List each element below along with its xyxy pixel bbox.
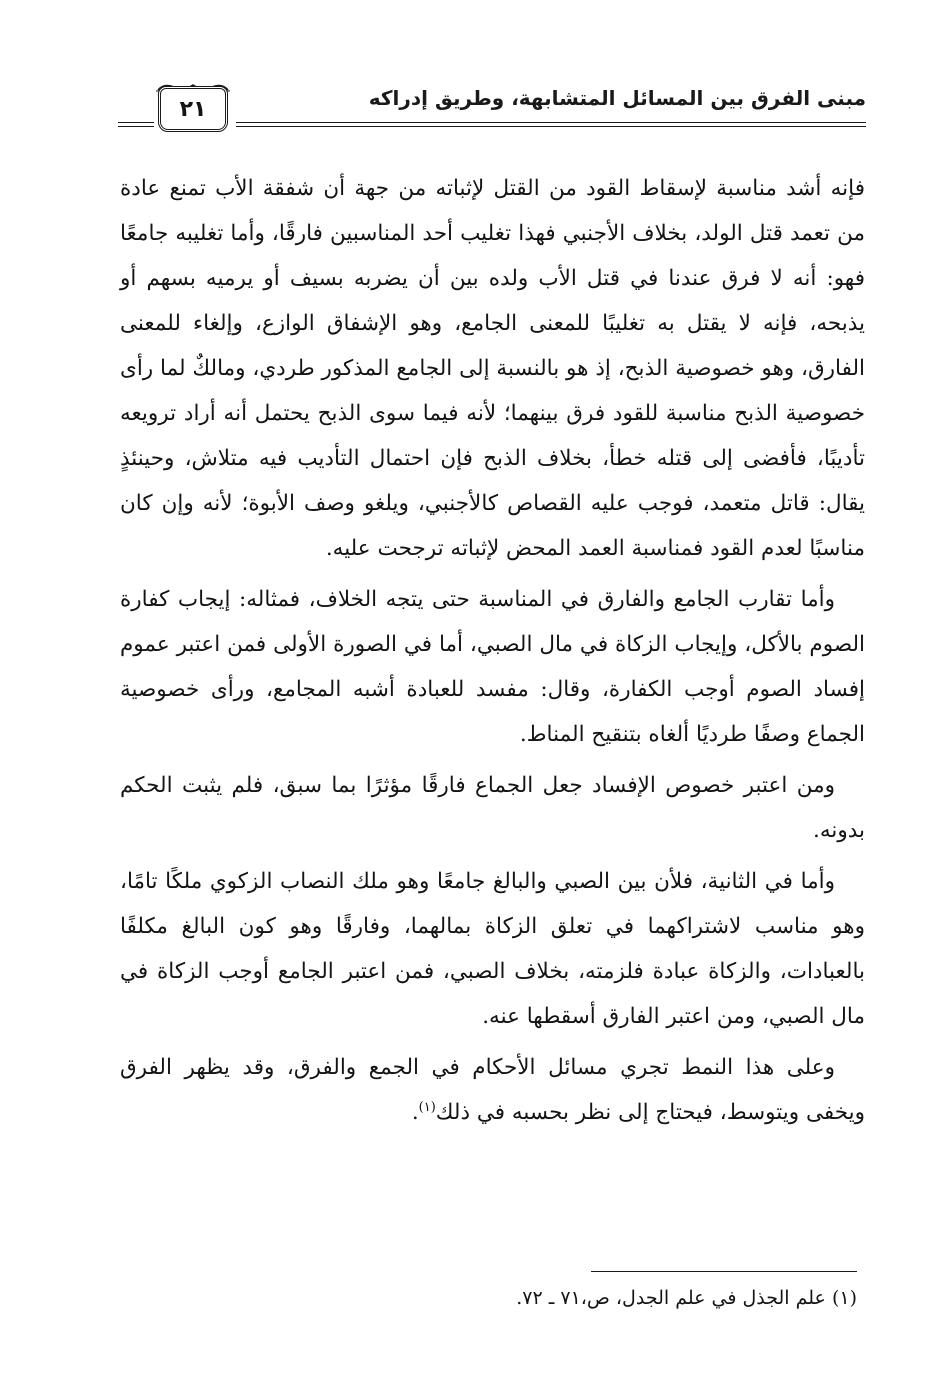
paragraph-3: ومن اعتبر خصوص الإفساد جعل الجماع فارقًا مؤثرًا بما سبق، فلم يثبت الحكم بدونه. [120,773,865,843]
footnote-separator [591,1271,857,1272]
footnote: (١) علم الجذل في علم الجدل، ص،٧١ ـ ٧٢. [516,1287,857,1309]
paragraph-5-text: وعلى هذا النمط تجري مسائل الأحكام في الجمع والفرق، وقد يظهر الفرق ويخفى ويتوسط، فيحتاج إلى نظر بحسبه في ذلك [120,1055,865,1125]
header-rule-left [118,122,154,127]
paragraph-5-end: . [411,1100,419,1125]
running-header [118,82,866,142]
running-title: مبنى الفرق بين المسائل المتشابهة، وطريق إدراكه [368,86,866,110]
main-text [120,166,865,1135]
paragraph-2: وأما تقارب الجامع والفارق في المناسبة حتى يتجه الخلاف، فمثاله: إيجاب كفارة الصوم بالأكل، وإيجاب الزكاة في مال الصبي، أما في الصورة الأولى فمن اعتبر عموم إفساد الصوم أوجب الكفارة، وقال: مفسد للعبادة أشبه المجامع، ورأى خصوصية الجماع وصفًا طرديًا ألغاه بتنقيح المناط. [120,587,865,747]
paragraph-5 [120,1045,865,1135]
header-rule-right [236,122,866,127]
page-number: ٢١ [158,86,228,132]
paragraph-4: وأما في الثانية، فلأن بين الصبي والبالغ جامعًا وهو ملك النصاب الزكوي ملكًا تامًا، وهو مناسب لاشتراكهما في تعلق الزكاة بمالهما، وفارقًا وهو كون البالغ مكلفًا بالعبادات، والزكاة عبادة فلزمته، بخلاف الصبي، فمن اعتبر الجامع أوجب الزكاة في مال الصبي، ومن اعتبر الفارق أسقطها عنه. [120,869,865,1029]
paragraph-1: فإنه أشد مناسبة لإسقاط القود من القتل لإثباته من جهة أن شفقة الأب تمنع عادة من تعمد قتل الولد، بخلاف الأجنبي فهذا تغليب أحد المناسبين فارقًا، وأما تغليبه جامعًا فهو: أنه لا فرق عندنا في قتل الأب ولده بين أن يضربه بسيف أو يرميه بسهم أو يذبحه، فإنه لا يقتل به تغليبًا للمعنى الجامع، وهو الإشفاق الوازع، وإلغاء للمعنى الفارق، وهو خصوصية الذبح، إذ هو بالنسبة إلى الجامع المذكور طردي، ومالكٌ لما رأى خصوصية الذبح مناسبة للقود فرق بينهما؛ لأنه فيما سوى الذبح يحتمل أنه أراد ترويعه تأديبًا، فأفضى إلى قتله خطأ، بخلاف الذبح فإن احتمال التأديب فيه متلاش، وحينئذٍ يقال: قاتل متعمد، فوجب عليه القصاص كالأجنبي، ويلغو وصف الأبوة؛ لأنه وإن كان مناسبًا لعدم القود فمناسبة العمد المحض لإثباته ترجحت عليه. [120,176,865,561]
footnote-reference[interactable]: (١) [418,1099,436,1115]
